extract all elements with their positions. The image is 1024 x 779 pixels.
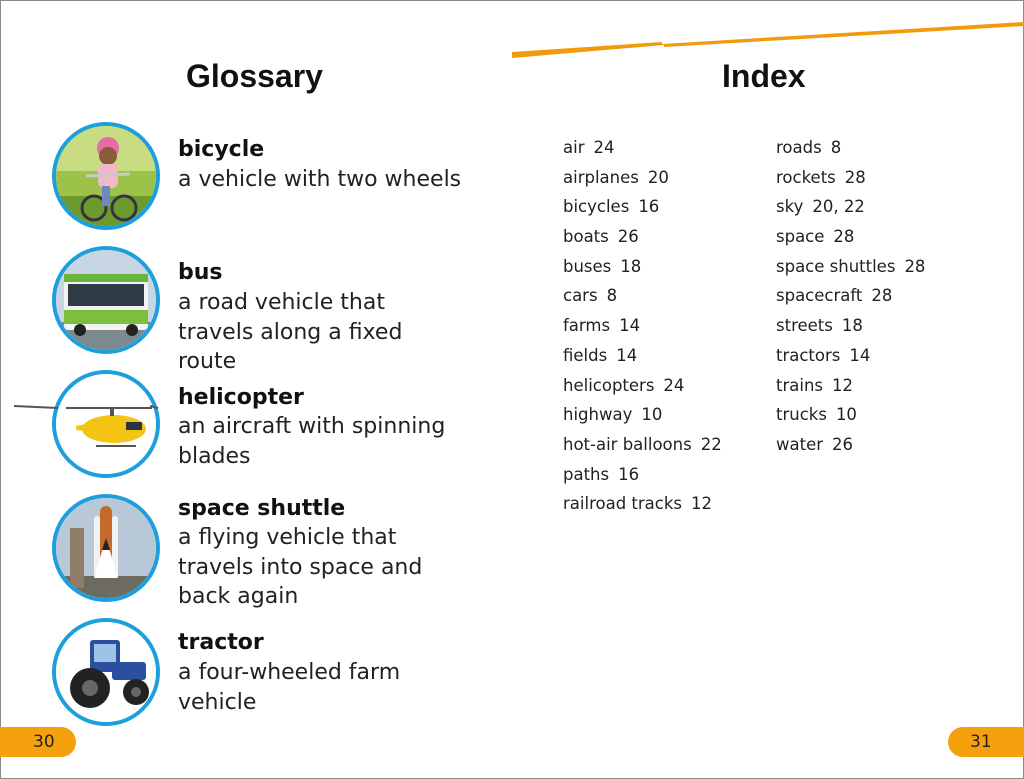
- index-pages: 12: [832, 375, 854, 395]
- index-entry: [776, 195, 925, 225]
- helicopter-photo: [52, 370, 160, 478]
- index-pages: 28: [871, 286, 893, 306]
- glossary-term-bicycle: bicycle: [178, 137, 265, 162]
- page-number-right-label: 31: [970, 732, 992, 752]
- index-entry: [563, 374, 722, 404]
- girl-on-bicycle-photo: [52, 122, 160, 230]
- space-shuttle-photo: [52, 494, 160, 602]
- index-pages: 24: [663, 375, 685, 395]
- index-pages: 12: [691, 494, 712, 514]
- index-pages: 8: [830, 138, 842, 157]
- index-pages: 28: [904, 256, 926, 276]
- helicopter-rotor-blade-right: [150, 404, 160, 414]
- index-entry: [776, 374, 925, 404]
- glossary-term-helicopter: helicopter: [178, 385, 304, 410]
- index-entry: [563, 136, 722, 166]
- index-entry: [563, 255, 722, 285]
- glossary-term-bus: bus: [178, 260, 223, 285]
- index-word: spacecraft: [776, 286, 863, 306]
- index-pages: 24: [593, 138, 615, 157]
- glossary-term-space-shuttle: space shuttle: [178, 496, 346, 521]
- glossary-definition-tractor: a four-wheeled farm vehicle: [178, 660, 401, 715]
- index-pages: 28: [844, 167, 866, 187]
- index-word: airplanes: [563, 167, 639, 187]
- index-pages: 26: [832, 434, 854, 454]
- index-entry: [563, 166, 722, 196]
- index-pages: 16: [638, 197, 660, 217]
- glossary-term-tractor: tractor: [178, 630, 264, 655]
- index-pages: 16: [618, 464, 640, 484]
- index-heading: Index: [722, 58, 806, 94]
- index-pages: 14: [616, 345, 638, 365]
- index-entry: [776, 225, 925, 255]
- index-entry: [776, 403, 925, 433]
- index-entry: [776, 166, 925, 196]
- index-pages: 18: [841, 316, 863, 336]
- index-word: air: [563, 138, 585, 157]
- index-pages: 22: [700, 434, 722, 454]
- index-column-right: [776, 136, 925, 463]
- index-entry: [563, 403, 722, 433]
- index-pages: 20, 22: [812, 197, 865, 217]
- index-word: space: [776, 227, 825, 247]
- index-word: highway: [563, 405, 633, 425]
- bus-photo: [52, 246, 160, 354]
- index-entry: [563, 195, 722, 225]
- index-word: space shuttles: [776, 256, 896, 276]
- glossary-heading: Glossary: [186, 58, 323, 94]
- index-word: fields: [563, 345, 608, 365]
- index-word: trains: [776, 375, 824, 395]
- glossary-definition-bus: a road vehicle that travels along a fixed route: [178, 290, 403, 374]
- index-word: cars: [563, 286, 598, 306]
- index-pages: 20: [647, 167, 669, 187]
- glossary-definition-bicycle: a vehicle with two wheels: [178, 167, 462, 192]
- index-word: buses: [563, 256, 612, 276]
- index-pages: 14: [849, 345, 871, 365]
- index-pages: 8: [606, 286, 618, 306]
- page-number-left: [0, 727, 76, 757]
- index-pages: 10: [835, 405, 857, 425]
- glossary-definition-helicopter: an aircraft with spinning blades: [178, 414, 446, 469]
- index-word: sky: [776, 197, 804, 217]
- glossary-definition-space-shuttle: a flying vehicle that travels into space and back again: [178, 525, 423, 609]
- index-pages: 18: [620, 256, 642, 276]
- index-pages: 28: [833, 227, 855, 247]
- index-word: trucks: [776, 405, 827, 425]
- index-word: roads: [776, 138, 822, 157]
- index-entry: [563, 314, 722, 344]
- index-pages: 10: [641, 405, 663, 425]
- page-number-left-label: 30: [33, 732, 55, 752]
- index-word: helicopters: [563, 375, 655, 395]
- page-number-right: [948, 727, 1024, 757]
- index-entry: [563, 344, 722, 374]
- index-word: railroad tracks: [563, 494, 682, 514]
- index-column-left: [563, 136, 722, 522]
- index-word: paths: [563, 464, 610, 484]
- index-word: rockets: [776, 167, 836, 187]
- index-entry: [776, 433, 925, 463]
- index-word: tractors: [776, 345, 841, 365]
- index-word: farms: [563, 316, 611, 336]
- index-entry: [563, 463, 722, 493]
- index-entry: [563, 284, 722, 314]
- index-entry: [776, 284, 925, 314]
- index-entry: [563, 225, 722, 255]
- index-entry: [776, 136, 925, 166]
- index-entry: [776, 344, 925, 374]
- index-entry: [563, 492, 722, 522]
- index-word: water: [776, 434, 824, 454]
- index-entry: [776, 255, 925, 285]
- orange-stripe-decoration: [0, 0, 1024, 70]
- tractor-photo: [52, 618, 160, 726]
- index-pages: 26: [617, 227, 639, 247]
- index-entry: [776, 314, 925, 344]
- index-word: bicycles: [563, 197, 630, 217]
- index-word: streets: [776, 316, 833, 336]
- index-pages: 14: [619, 316, 641, 336]
- helicopter-rotor-blade-left: [14, 402, 58, 416]
- index-word: hot-air balloons: [563, 434, 692, 454]
- index-entry: [563, 433, 722, 463]
- index-word: boats: [563, 227, 609, 247]
